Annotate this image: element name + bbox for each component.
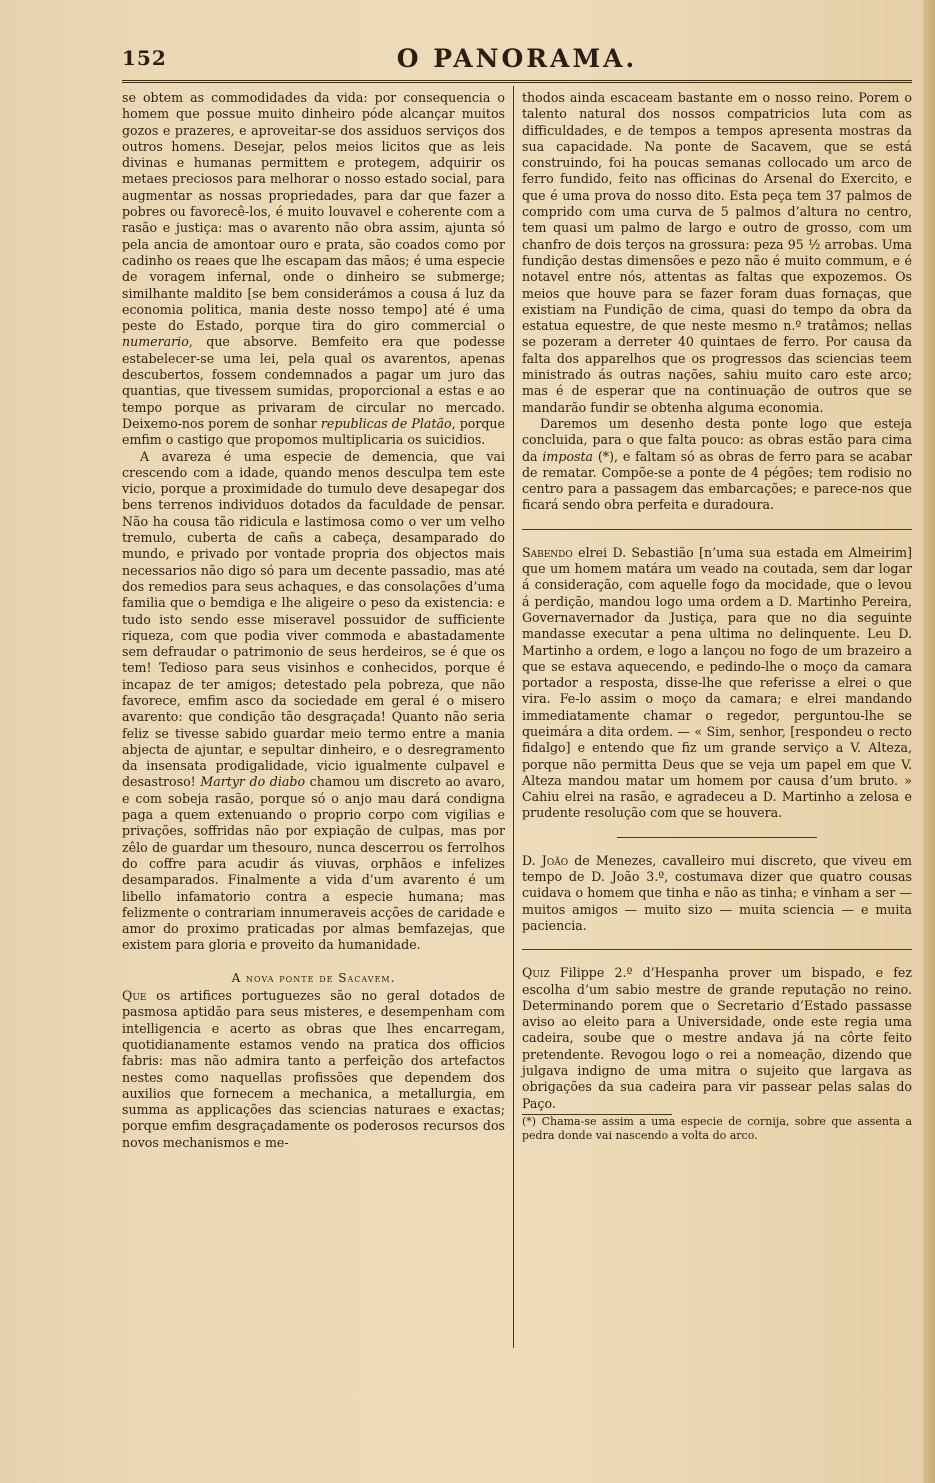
initial-word: D. João [522, 852, 569, 868]
page-number: 152 [122, 46, 167, 70]
section-title: A nova ponte de Sacavem. [231, 970, 396, 985]
paragraph: se obtem as commodidades da vida: por consequencia o homem que possue muito dinheiro póde alcançar muitos gozos e prazeres, e aproveitar-se dos assiduos serviços dos outros homens. Desejar, pelos meios licitos que as leis divinas e humanas permittem e protegem, adquirir os metaes preciosos para melhorar o nosso estado social, para augmentar as nossas propriedades, para dar que fazer a pobres ou favorecê-los, é muito louvavel e coherente com a rasão e justiça: mas o avarento não obra assim, ajunta só pela ancia de amontoar ouro e prata, são coados como por cadinho os reaes que lhe escapam das mãos; é uma especie de voragem infernal, onde o dinheiro se submerge; similhante maldito [se bem considerámos a cousa á luz da economia politica, mania deste nosso tempo] até é uma peste do Estado, porque tira do giro commercial o numerario, que absorve. Bemfeito era que podesse estabelecer-se uma lei, pela qual os avarentos, apenas descubertos, fossem condemnados a pagar um juro das quantias, que tivessem sumidas, proporcional a estas e ao tempo porque as privaram de circular no mercado. Deixemo-nos porem de sonhar republicas de Platão, porque emfim o castigo que propomos multiplicaria os suicidios. [122, 90, 505, 448]
right-column [522, 90, 912, 1143]
paragraph: thodos ainda escaceam bastante em o nosso reino. Porem o talento natural dos nossos compatricios luta com as difficuldades, e de tempos a tempos apresenta mostras da sua capacidade. Na ponte de Sacavem, que se está construindo, foi ha poucas semanas collocado um arco de ferro fundido, feito nas officinas do Arsenal do Exercito, e que é uma prova do nosso dito. Esta peça tem 37 palmos de comprido com uma curva de 5 palmos d’altura no centro, tem quasi um palmo de largo e outro de grosso, com um chanfro de dois terços na grossura: peza 95 ½ arrobas. Uma fundição destas dimensões e pezo não é muito commum, e é notavel entre nós, attentas as faltas que expozemos. Os meios que houve para se fazer foram duas fornaças, que existiam na Fundição de cima, quasi do tempo da obra da estatua equestre, de que neste mesmo n.º tratâmos; nellas se pozeram a derreter 40 quintaes de ferro. Por causa da falta dos apparelhos que os progressos das sciencias teem ministrado ás outras nações, sahiu muito caro este arco; mas é de esperar que na continuação de outros que se mandarão fundir se obtenha alguma economia. [522, 90, 912, 415]
paragraph: D. João de Menezes, cavalleiro mui discreto, que viveu em tempo de D. João 3.º, costumava dizer que quatro cousas cuidava o homem que tinha e não as tinha; e vinham a ser — muitos amigos — muito sizo — muita sciencia — e muita paciencia. [522, 852, 912, 933]
journal-title: O PANORAMA. [396, 44, 638, 73]
initial-word: Quiz [522, 965, 550, 981]
section-separator [522, 529, 912, 530]
paragraph: A avareza é uma especie de demencia, que vai crescendo com a idade, quando menos desculpa tem este vicio, porque a proximidade do tumulo deve desapegar dos bens terrenos individuos dotados da faculdade de pensar. Não ha cousa tão ridicula e lastimosa como o ver um velho tremulo, cuberta de cañs a cabeça, desamparado do mundo, e privado por vontade propria dos objectos mais necessarios não digo só para um decente passadio, mas até dos remedios para seus achaques, e das consolações d’uma familia que o bemdiga e lhe aligeire o peso da existencia: e tudo isto sendo esse miseravel possuidor de sufficiente riqueza, com que podia viver commoda e abastadamente sem defraudar o patrimonio de seus herdeiros, se é que os tem! Tedioso para seus visinhos e conhecidos, porque é incapaz de ter amigos; detestado pela pobreza, que não favorece, emfim asco da sociedade em geral é o misero avarento: que condição tão desgraçada! Quanto não seria feliz se tivesse sabido guardar meio termo entre a mania abjecta de ajuntar, e sepultar dinheiro, e o desregramento da insensata prodigalidade, vicio igualmente culpavel e desastroso! Martyr do diabo chamou um discreto ao avaro, e com sobeja rasão, porque só o anjo mau dará condigna paga a quem extenuando o proprio corpo com vigilias e privações, soffridas não por expiação de culpas, mas por zêlo de guardar um thesouro, nunca descerrou os ferrolhos do coffre para acudir ás viuvas, orphãos e infelizes desamparados. Finalmente a vida d’um avarento é um libello infamatorio contra a especie humana; mas felizmente o contrariam innumeraveis acções de caridade e amor do proximo praticadas por almas bemfazejas, que existem para gloria e proveito da humanidade. [122, 448, 505, 953]
initial-word: Sabendo [522, 544, 573, 560]
footnote-block [522, 1114, 912, 1143]
paragraph: Quiz Filippe 2.º d’Hespanha prover um bispado, e fez escolha d’um sabio mestre de grande reputação no reino. Determinando porem que o Secretario d’Estado passasse aviso ao eleito para a Universidade, onde este regia uma cadeira, soube que o mestre andava já na côrte feito pretendente. Revogou logo o rei a nomeação, dizendo que julgava indigno de uma mitra o sujeito que largava as obrigações da sua cadeira para vir passear pelas salas do Paço. [522, 965, 912, 1111]
footnote: (*) Chama-se assim a uma especie de cornija, sobre que assenta a pedra donde vai nascendo a volta do arco. [522, 1114, 912, 1142]
paragraph: Que os artifices portuguezes são no geral dotados de pasmosa aptidão para seus misteres, e desempenham com intelligencia e acerto as obras que lhes encarregam, quotidianamente estamos vendo na pratica dos officios fabris: mas não admira tanto a perfeição dos artefactos nestes como naquellas profissões que dependem dos auxilios que fornecem a mechanica, a metallurgia, em summa as applicações das sciencias naturaes e exactas; porque emfim desgraçadamente os poderosos recursos dos novos mechanismos e me- [122, 988, 505, 1150]
header-rule [122, 80, 912, 83]
page-spine-edge [923, 0, 935, 1483]
paragraph: Daremos um desenho desta ponte logo que esteja concluida, para o que falta pouco: as obras estão para cima da imposta (*), e faltam só as obras de ferro para se acabar de rematar. Compõe-se a ponte de 4 pégões; tem rodisio no centro para a passagem das embarcações; e parece-nos que ficará sendo obra perfeita e duradoura. [522, 415, 912, 513]
column-divider [513, 86, 514, 1348]
initial-word: Que [122, 988, 147, 1004]
section-separator [617, 837, 817, 838]
section-separator [522, 949, 912, 950]
paragraph: Sabendo elrei D. Sebastião [n’uma sua estada em Almeirim] que um homem matára um veado na coutada, sem dar logar á consideração, com aquelle fogo da mocidade, que o levou á perdição, mandou logo uma ordem a D. Martinho Pereira, Governavernador da Justiça, para que no dia seguinte mandasse executar a pena ultima no delinquente. Leu D. Martinho a ordem, e logo a lançou no fogo de um brazeiro a que se estava aquecendo, e pedindo-lhe o moço da camara portador a resposta, disse-lhe que referisse a elrei o que vira. Fe-lo assim o moço da camara; e elrei mandando immediatamente chamar o regedor, perguntou-lhe se queimára a dita ordem. — « Sim, senhor, [respondeu o recto fidalgo] e entendo que fiz um grande serviço a V. Alteza, porque não permitta Deus que se veja um papel em que V. Alteza mandou matar um homem por causa d’um bruto. » Cahiu elrei na rasão, e agradeceu a D. Martinho a zelosa e prudente resolução com que se houvera. [522, 544, 912, 821]
left-column [122, 90, 505, 1151]
page-header [122, 44, 912, 78]
